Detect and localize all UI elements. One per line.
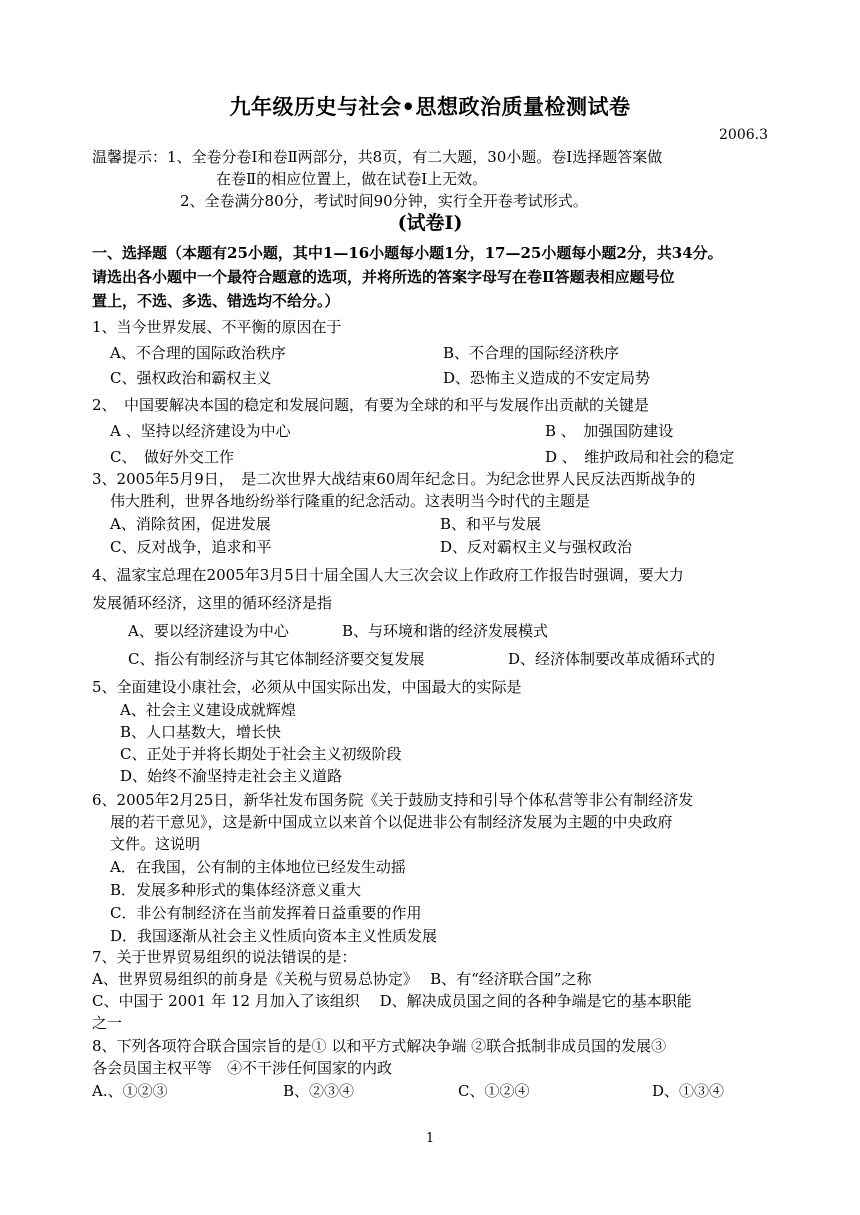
q6-option-c: C．非公有制经济在当前发挥着日益重要的作用 [110, 904, 422, 922]
q4-option-c: C、指公有制经济与其它体制经济要交复发展 [128, 650, 425, 668]
q1-option-c: C、强权政治和霸权主义 [110, 369, 272, 387]
q3-option-c: C、反对战争，追求和平 [110, 538, 272, 556]
q2-option-b: B 、 加强国防建设 [545, 422, 674, 440]
q4-option-d: D、经济体制要改革成循环式的 [508, 650, 716, 668]
q8-option-a: A.、①②③ [92, 1082, 168, 1100]
q6-stem-line-3: 文件。这说明 [110, 835, 201, 853]
section-heading-line-1: 一、选择题（本题有25小题，其中1—16小题每小题1分，17—25小题每小题2分，共34分。 [92, 244, 723, 262]
q2-option-a: A 、坚持以经济建设为中心 [110, 422, 291, 440]
q5-option-a: A、社会主义建设成就辉煌 [120, 701, 296, 719]
q7-options-line-3: 之一 [92, 1014, 123, 1032]
section-heading-line-3: 置上，不选、多选、错选均不给分。） [92, 292, 340, 310]
q2-option-c: C、 做好外交工作 [110, 448, 234, 466]
q3-option-a: A、消除贫困，促进发展 [110, 515, 271, 533]
q1-option-b: B、不合理的国际经济秩序 [443, 344, 620, 362]
q3-option-b: B、和平与发展 [440, 515, 542, 533]
q7-options-line-2: C、中国于 2001 年 12 月加入了该组织 D、解决成员国之间的各种争端是它的基本职能 [92, 992, 692, 1010]
q5-option-b: B、人口基数大，增长快 [120, 723, 282, 741]
q8-option-c: C、①②④ [458, 1082, 530, 1100]
q5-option-c: C、正处于并将长期处于社会主义初级阶段 [120, 745, 402, 763]
section-heading-line-2: 请选出各小题中一个最符合题意的选项，并将所选的答案字母写在卷Ⅱ答题表相应题号位 [92, 268, 675, 286]
q6-option-a: A．在我国，公有制的主体地位已经发生动摇 [110, 858, 406, 876]
q4-stem-line-2: 发展循环经济，这里的循环经济是指 [92, 594, 333, 612]
q5-stem: 5、全面建设小康社会，必须从中国实际出发，中国最大的实际是 [92, 678, 522, 696]
paper-subtitle: (试卷Ⅰ) [397, 212, 463, 234]
exam-date: 2006.3 [719, 127, 768, 143]
tip-line-2: 在卷Ⅱ的相应位置上，做在试卷Ⅰ上无效。 [216, 170, 488, 188]
page-number: 1 [425, 1131, 435, 1146]
q2-option-d: D 、 维护政局和社会的稳定 [545, 448, 735, 466]
q1-option-d: D、恐怖主义造成的不安定局势 [443, 369, 651, 387]
q7-stem: 7、关于世界贸易组织的说法错误的是： [92, 948, 357, 966]
q8-option-b: B、②③④ [283, 1082, 355, 1100]
q6-option-b: B．发展多种形式的集体经济意义重大 [110, 881, 362, 899]
q8-option-d: D、①③④ [652, 1082, 725, 1100]
q1-option-a: A、不合理的国际政治秩序 [110, 344, 286, 362]
q4-option-b: B、与环境和谐的经济发展模式 [342, 622, 549, 640]
q6-option-d: D．我国逐渐从社会主义性质向资本主义性质发展 [110, 927, 438, 945]
exam-title: 九年级历史与社会•思想政治质量检测试卷 [229, 94, 631, 119]
q8-stem-line-2: 各会员国主权平等 ④不干涉任何国家的内政 [92, 1059, 393, 1077]
q6-stem-line-1: 6、2005年2月25日，新华社发布国务院《关于鼓励支持和引导个体私营等非公有制经济发 [92, 791, 694, 809]
q2-stem: 2、 中国要解决本国的稳定和发展问题，有要为全球的和平与发展作出贡献的关键是 [92, 396, 650, 414]
q4-stem-line-1: 4、温家宝总理在2005年3月5日十届全国人大三次会议上作政府工作报告时强调，要大力 [92, 566, 684, 584]
q3-option-d: D、反对霸权主义与强权政治 [440, 538, 633, 556]
q5-option-d: D、始终不渝坚持走社会主义道路 [120, 767, 343, 785]
q1-stem: 1、当今世界发展、不平衡的原因在于 [92, 318, 342, 336]
q6-stem-line-2: 展的若干意见》，这是新中国成立以来首个以促进非公有制经济发展为主题的中央政府 [110, 813, 673, 831]
tip-line-1: 温馨提示：1、全卷分卷Ⅰ和卷Ⅱ两部分，共8页，有二大题，30小题。卷Ⅰ选择题答案做 [92, 148, 663, 166]
q7-options-line-1: A、世界贸易组织的前身是《关税与贸易总协定》 B、有“经济联合国”之称 [92, 970, 592, 988]
q3-stem-line-2: 伟大胜利，世界各地纷纷举行隆重的纪念活动。这表明当今时代的主题是 [110, 492, 591, 510]
q3-stem-line-1: 3、2005年5月9日， 是二次世界大战结束60周年纪念日。为纪念世界人民反法西斯战争的 [92, 470, 696, 488]
q4-option-a: A、要以经济建设为中心 [128, 622, 289, 640]
q8-stem-line-1: 8、下列各项符合联合国宗旨的是① 以和平方式解决争端 ②联合抵制非成员国的发展③ [92, 1037, 667, 1055]
tip-line-3: 2、全卷满分80分，考试时间90分钟，实行全开卷考试形式。 [180, 192, 588, 210]
